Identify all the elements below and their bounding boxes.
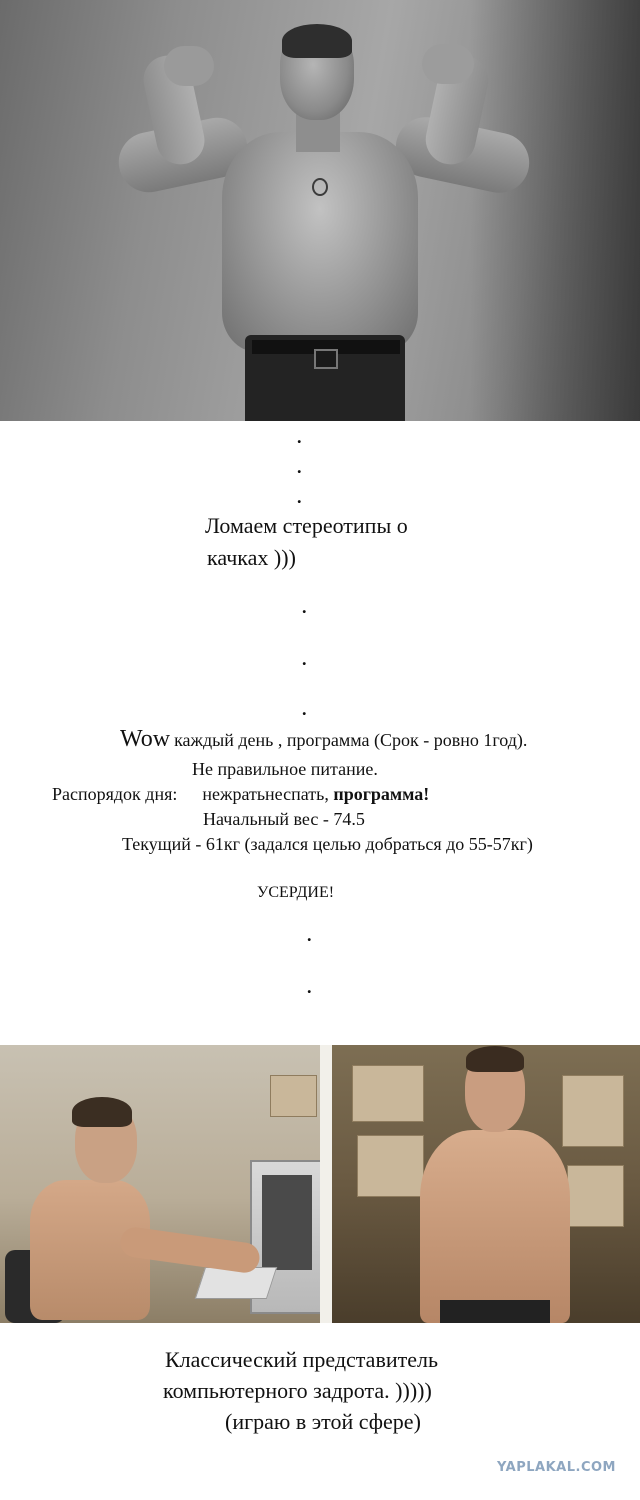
seated-person-hair (72, 1097, 132, 1127)
computer-photo (0, 1045, 320, 1323)
hair (282, 24, 352, 58)
torso (222, 132, 418, 352)
standing-person-body (420, 1130, 570, 1323)
separator-dot: . (297, 427, 302, 447)
caption-line2: компьютерного задрота. ))))) (163, 1378, 432, 1403)
schedule-value: нежратьнеспать, (202, 784, 329, 804)
belt-buckle (314, 349, 338, 369)
standing-person-hair (466, 1046, 524, 1072)
site-watermark: YAPLAKAL.COM (497, 1460, 616, 1475)
separator-dot: . (307, 925, 312, 945)
shelf-box (352, 1065, 424, 1122)
diligence-text: УСЕРДИЕ! (257, 884, 335, 901)
shelf-box (270, 1075, 317, 1117)
current-weight: Текущий - 61кг (задался целью добраться до 55-57кг) (122, 834, 533, 854)
wow-word: Wow (120, 726, 171, 752)
start-weight: Начальный вес - 74.5 (203, 809, 365, 829)
shelf-box (357, 1135, 424, 1197)
wow-rest: каждый день , программа (Срок - ровно 1год). (174, 730, 528, 750)
wow-line (120, 726, 527, 753)
monitor-screen (262, 1175, 312, 1270)
separator-dot: . (307, 977, 312, 997)
flexing-photo (0, 0, 640, 421)
separator-dot: . (302, 649, 307, 669)
separator-dot: . (302, 699, 307, 719)
shelf-box (562, 1075, 624, 1147)
separator-dot: . (297, 487, 302, 507)
nutrition-line: Не правильное питание. (192, 759, 378, 779)
photo-divider (320, 1045, 332, 1323)
pendant (312, 178, 328, 196)
headline-line2: качках ))) (207, 545, 296, 570)
standing-person-shorts (440, 1300, 550, 1323)
wall-shadow (470, 0, 640, 421)
caption-line1: Классический представитель (165, 1347, 439, 1372)
schedule-line (52, 784, 429, 805)
schedule-label: Распорядок дня: (52, 784, 178, 804)
keyboard (195, 1267, 277, 1299)
left-fist (164, 46, 214, 86)
schedule-bold: программа! (333, 784, 430, 804)
shelf-box (567, 1165, 624, 1227)
separator-dot: . (302, 597, 307, 617)
right-fist (422, 44, 474, 84)
separator-dot: . (297, 457, 302, 477)
caption-line3: (играю в этой сфере) (225, 1409, 421, 1434)
headline-line1: Ломаем стереотипы о (205, 513, 408, 538)
